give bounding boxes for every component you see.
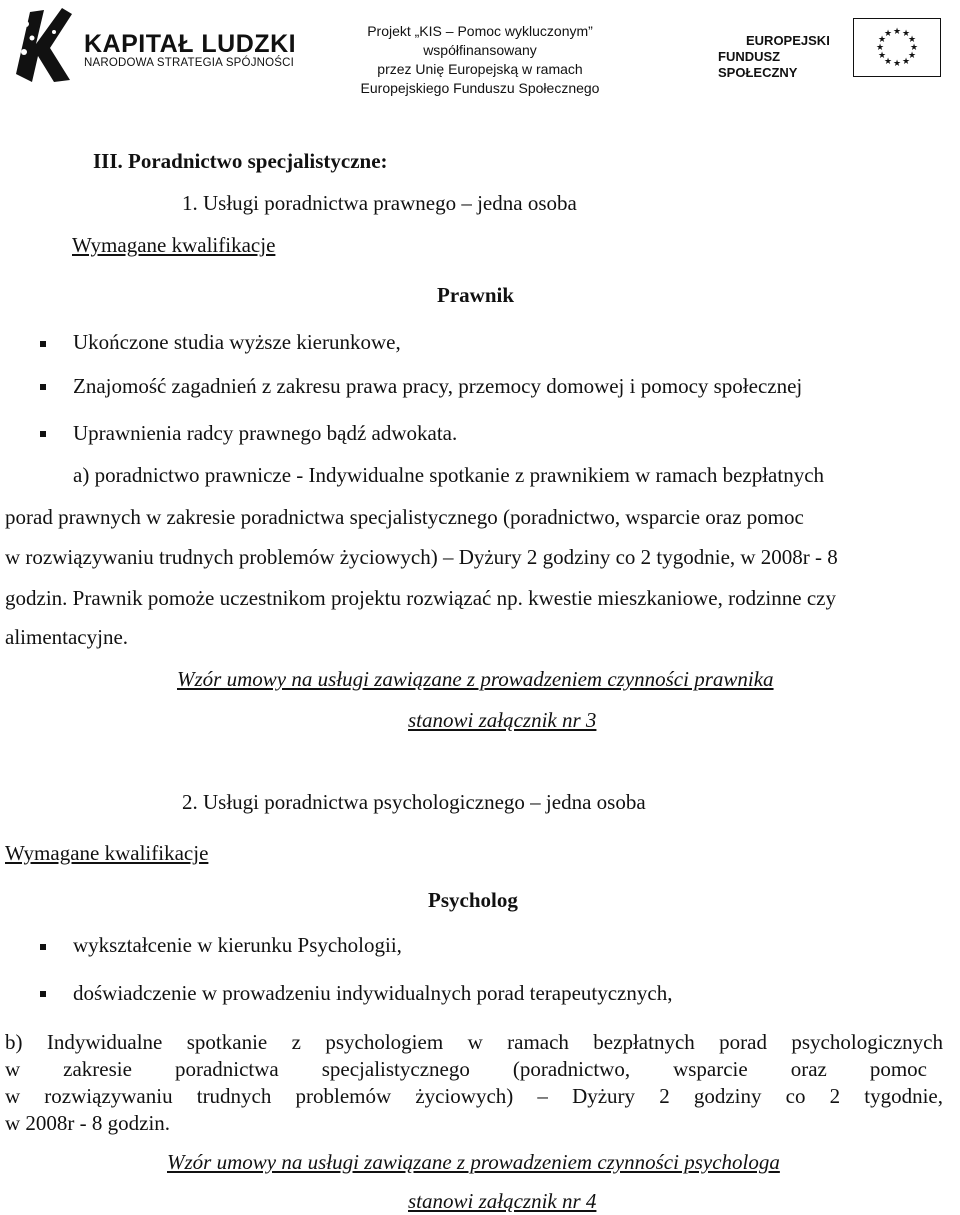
svg-text:★: ★ (892, 59, 902, 69)
service2-role: Psycholog (428, 888, 518, 912)
service1-paragraph-line: porad prawnych w zakresie poradnictwa specjalistycznego (poradnictwo, wsparcie oraz pomoc (5, 505, 804, 529)
svg-text:★: ★ (877, 51, 887, 61)
service2-paragraph-line: b) Indywidualne spotkanie z psychologiem w ramach bezpłatnych porad psychologicznych (5, 1030, 943, 1054)
service2-bullet: wykształcenie w kierunku Psychologii, (73, 933, 402, 957)
bullet-icon (40, 944, 46, 950)
service1-attachment-note: stanowi załącznik nr 3 (408, 708, 597, 732)
logo-subtitle: NARODOWA STRATEGIA SPÓJNOŚCI (84, 57, 295, 69)
eu-label-line1: EUROPEJSKI (746, 33, 830, 48)
service2-qualifications-label: Wymagane kwalifikacje (5, 841, 209, 865)
project-info-line: współfinansowany (423, 42, 537, 58)
bullet-icon (40, 341, 46, 347)
service1-paragraph-line: godzin. Prawnik pomoże uczestnikom projektu rozwiązać np. kwestie mieszkaniowe, rodzinne czy (5, 586, 836, 610)
eu-fund-label (718, 33, 848, 81)
svg-text:★: ★ (901, 57, 911, 67)
service1-title: 1. Usługi poradnictwa prawnego – jedna osoba (182, 191, 577, 215)
logo-title: KAPITAŁ LUDZKI (84, 30, 297, 58)
svg-text:★: ★ (875, 43, 885, 53)
service2-bullet: doświadczenie w prowadzeniu indywidualnych porad terapeutycznych, (73, 981, 673, 1005)
project-info-line: Europejskiego Funduszu Społecznego (360, 80, 600, 96)
service1-qualifications-label: Wymagane kwalifikacje (72, 233, 276, 257)
service2-paragraph-line: w rozwiązywaniu trudnych problemów życiowych) – Dyżury 2 godziny co 2 tygodnie, (5, 1084, 943, 1108)
service1-paragraph-line: alimentacyjne. (5, 625, 129, 649)
project-info-line: Projekt „KIS – Pomoc wykluczonym” (367, 23, 593, 39)
service1-contract-note: Wzór umowy na usługi zawiązane z prowadzeniem czynności prawnika (177, 667, 774, 691)
svg-text:★: ★ (883, 29, 893, 39)
bullet-icon (40, 431, 46, 437)
service2-paragraph-line: w zakresie poradnictwa specjalistycznego (poradnictwo, wsparcie oraz pomoc (5, 1057, 927, 1081)
service1-paragraph-line: w rozwiązywaniu trudnych problemów życiowych) – Dyżury 2 godziny co 2 tygodnie, w 2008r - 8 (5, 545, 838, 569)
svg-text:★: ★ (901, 29, 911, 39)
svg-text:★: ★ (877, 35, 887, 45)
section-heading: III. Poradnictwo specjalistyczne: (93, 149, 388, 173)
project-info-line: przez Unię Europejską w ramach (377, 61, 583, 77)
bullet-icon (40, 384, 46, 390)
service1-role: Prawnik (437, 283, 515, 307)
kapital-ludzki-emblem-icon (10, 4, 78, 84)
project-info (330, 22, 630, 98)
eu-flag-icon (853, 18, 941, 77)
service2-attachment-note: stanowi załącznik nr 4 (408, 1189, 597, 1213)
service1-bullet: Uprawnienia radcy prawnego bądź adwokata. (73, 421, 458, 445)
service1-bullet: Znajomość zagadnień z zakresu prawa pracy, przemocy domowej i pomocy społecznej (73, 374, 803, 398)
service1-paragraph-line: a) poradnictwo prawnicze - Indywidualne spotkanie z prawnikiem w ramach bezpłatnych (73, 463, 825, 487)
service2-title: 2. Usługi poradnictwa psychologicznego – jedna osoba (182, 790, 646, 814)
eu-label-line2: FUNDUSZ SPOŁECZNY (718, 49, 798, 80)
svg-text:★: ★ (892, 27, 902, 37)
svg-text:★: ★ (907, 35, 917, 45)
svg-text:★: ★ (909, 43, 919, 53)
bullet-icon (40, 991, 46, 997)
service2-contract-note: Wzór umowy na usługi zawiązane z prowadzeniem czynności psychologa (167, 1150, 780, 1174)
service1-bullet: Ukończone studia wyższe kierunkowe, (73, 330, 401, 354)
svg-text:★: ★ (883, 57, 893, 67)
service2-paragraph-line: w 2008r - 8 godzin. (5, 1111, 171, 1135)
svg-text:★: ★ (907, 51, 917, 61)
